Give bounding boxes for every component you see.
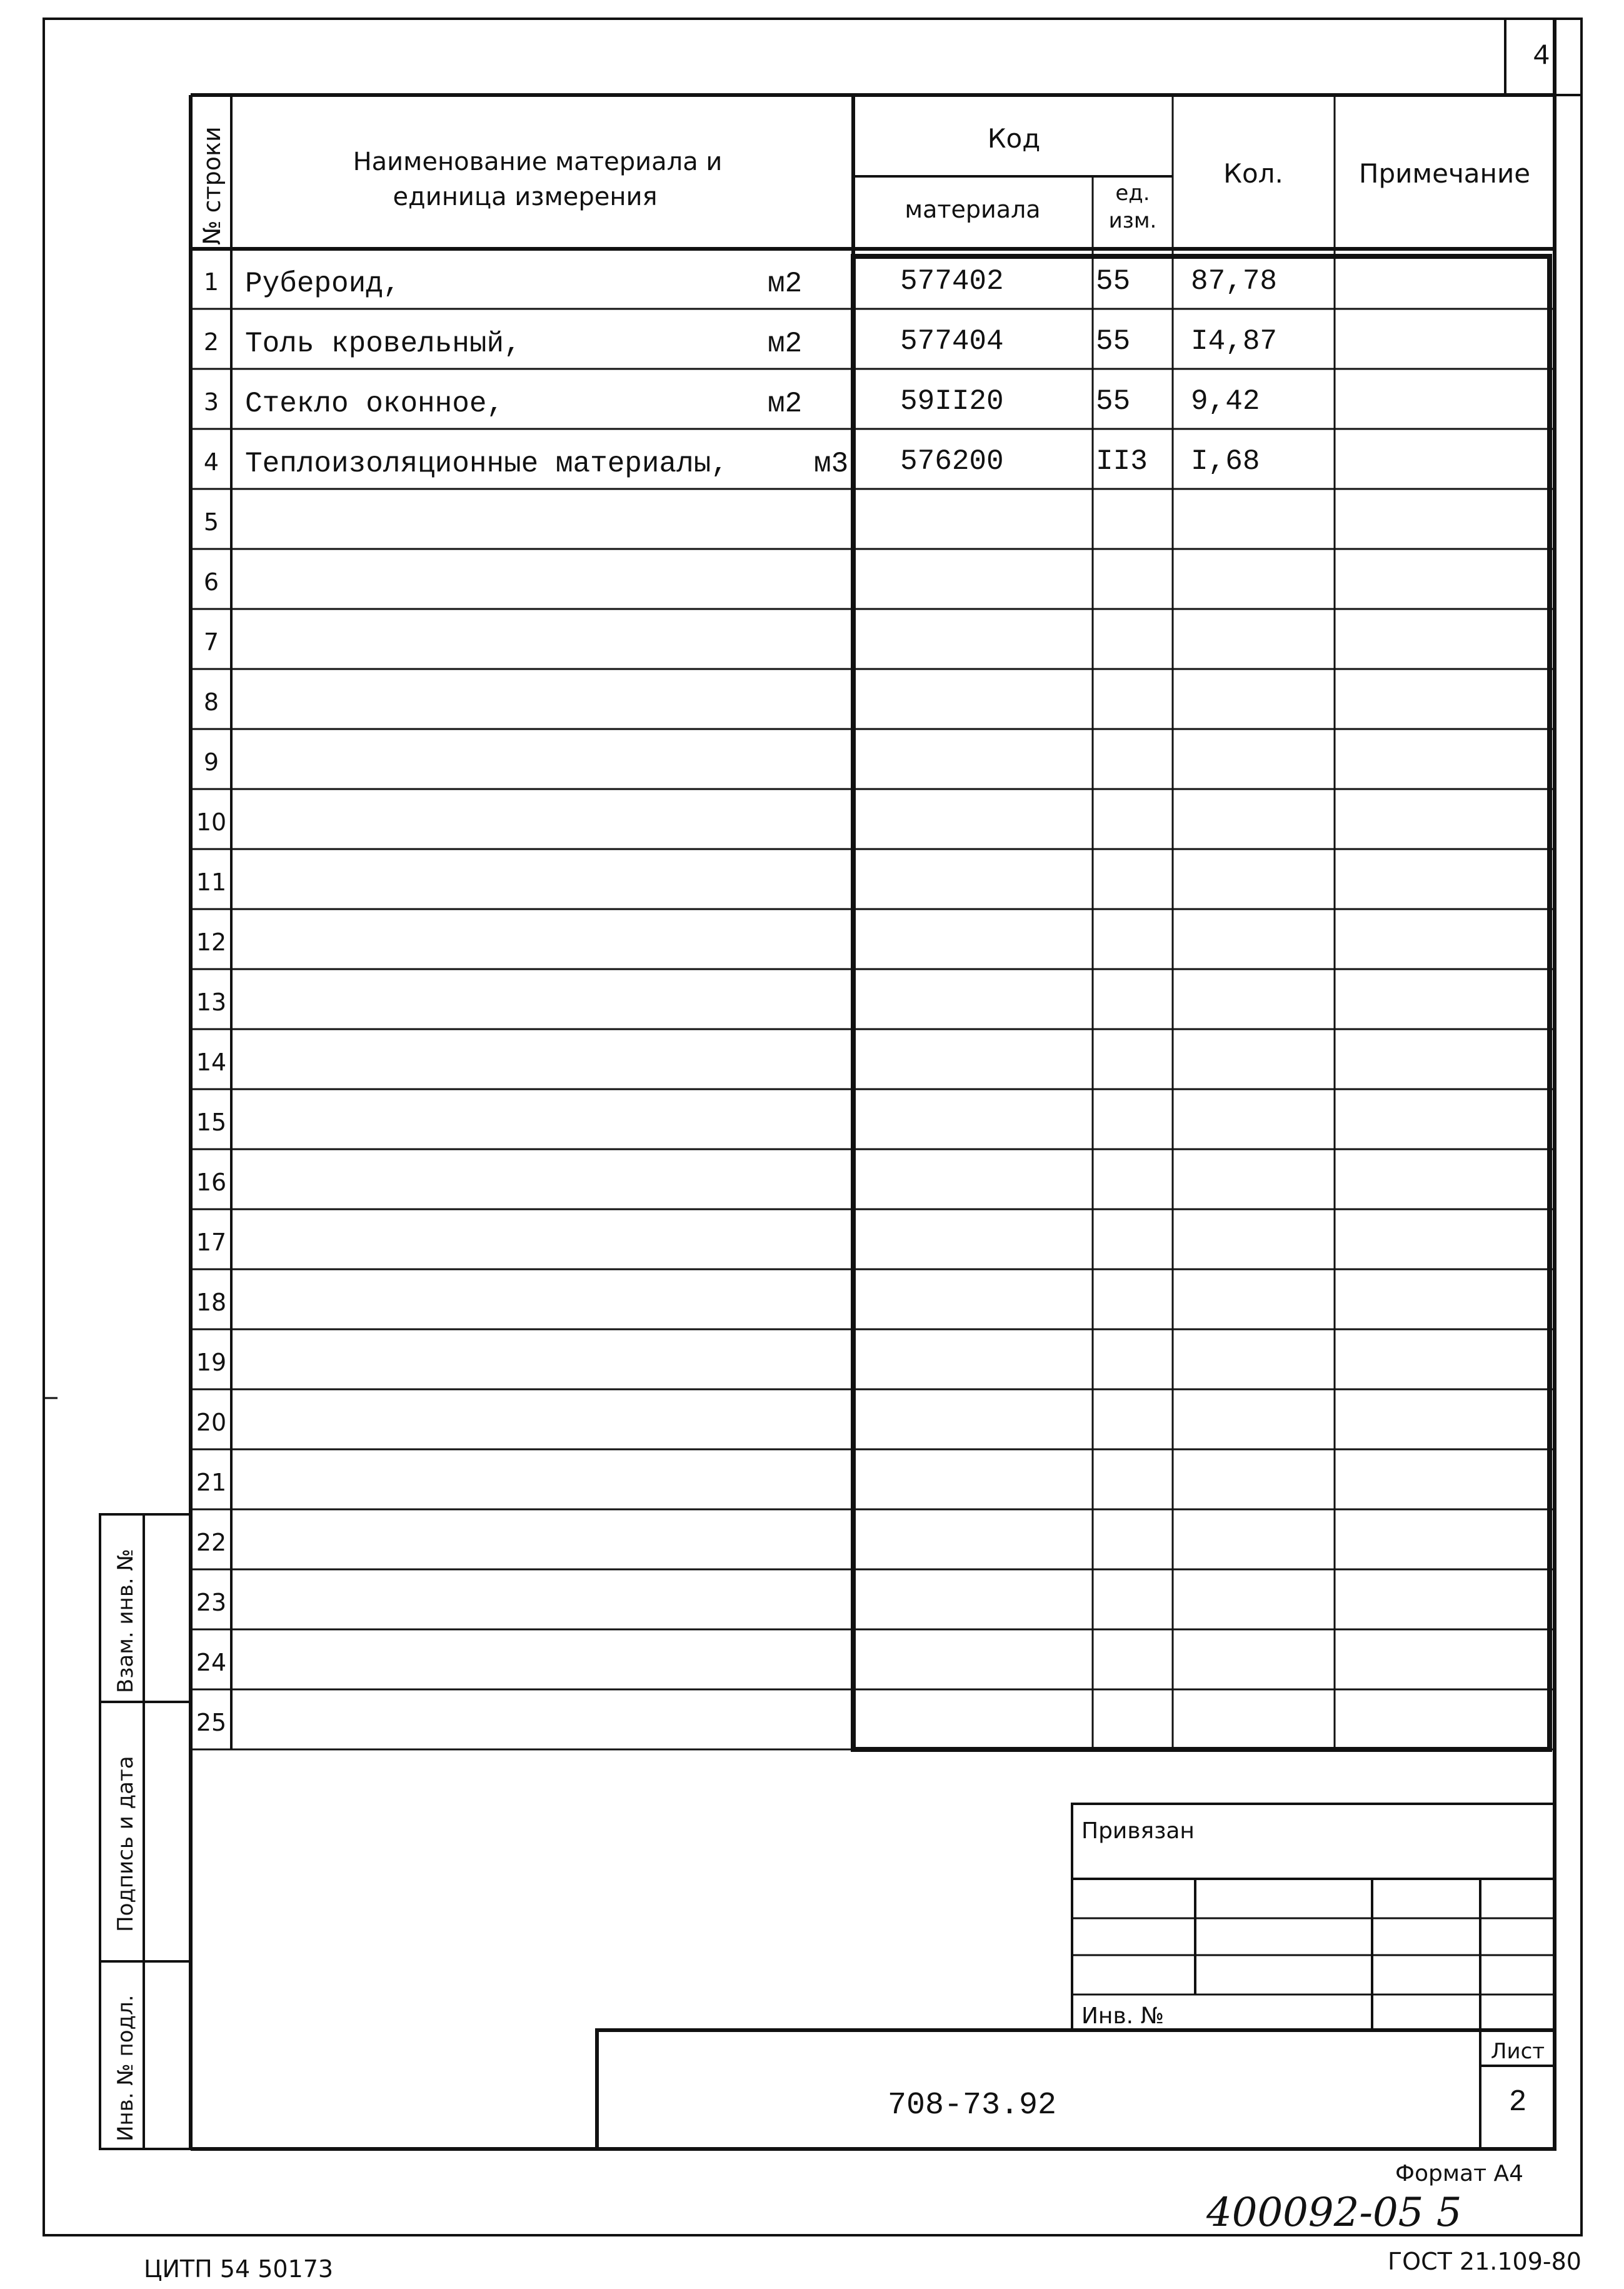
row-number: 21 [196, 1469, 227, 1496]
stamp-list-value: 2 [1508, 2086, 1527, 2120]
header-row-no: № строки [198, 126, 226, 245]
quantity: 87,78 [1191, 265, 1278, 298]
designation-block [597, 2030, 1555, 2149]
row-lines [191, 309, 1555, 1749]
row-number: 8 [203, 688, 219, 716]
stamp-privyazan: Привязан [1081, 1818, 1195, 1844]
row-number: 23 [196, 1589, 227, 1616]
material-unit: м2 [768, 268, 803, 300]
row-number: 20 [196, 1409, 227, 1436]
material-code: 577402 [900, 265, 1004, 298]
row-number: 25 [196, 1709, 227, 1736]
material-unit: м3 [814, 448, 849, 480]
material-code: 576200 [900, 445, 1004, 478]
row-number: 10 [196, 808, 227, 836]
quantity: I4,87 [1191, 325, 1278, 358]
footer-right: ГОСТ 21.109-80 [1388, 2248, 1581, 2275]
material-name: Рубероид, [245, 268, 401, 300]
row-number: 18 [196, 1289, 227, 1316]
row-number: 7 [203, 628, 219, 656]
footer-left: ЦИТП 54 50173 [144, 2255, 334, 2283]
side-vzam: Взам. инв. № [113, 1549, 138, 1693]
header-code: Код [987, 123, 1041, 154]
row-number: 6 [203, 568, 219, 596]
row-number: 16 [196, 1169, 227, 1196]
data-rows [245, 265, 1277, 480]
sheet-number-top: 4 [1533, 40, 1550, 73]
material-unit: м2 [768, 328, 803, 360]
unit-code: 55 [1096, 265, 1131, 298]
material-code: 577404 [900, 325, 1004, 358]
material-unit: м2 [768, 388, 803, 420]
header-qty: Кол. [1223, 158, 1283, 189]
row-number: 9 [203, 748, 219, 776]
row-number: 5 [203, 508, 219, 536]
side-podpis: Подпись и дата [113, 1756, 138, 1932]
format-label: Формат А4 [1395, 2161, 1524, 2186]
row-number: 13 [196, 989, 227, 1016]
material-code: 59II20 [900, 385, 1004, 418]
side-inv-podl: Инв. № подл. [113, 1995, 138, 2141]
row-number: 3 [203, 388, 219, 416]
row-number: 15 [196, 1109, 227, 1136]
row-number: 2 [203, 328, 219, 356]
material-name: Теплоизоляционные материалы, [245, 448, 728, 480]
unit-code: II3 [1096, 445, 1148, 478]
header-note: Примечание [1358, 158, 1531, 189]
row-number: 4 [203, 448, 219, 476]
row-number: 11 [196, 868, 227, 896]
table-row [245, 265, 1277, 300]
material-name: Стекло оконное, [245, 388, 504, 420]
quantity: 9,42 [1191, 385, 1260, 418]
header-unit-line2: изм. [1108, 208, 1157, 233]
row-number: 24 [196, 1649, 227, 1676]
row-number: 17 [196, 1229, 227, 1256]
row-number: 14 [196, 1049, 227, 1076]
row-number: 1 [203, 268, 219, 296]
row-number: 22 [196, 1529, 227, 1556]
stamp-list-label: Лист [1490, 2039, 1545, 2064]
code-box-frame [853, 256, 1550, 1749]
header-name-line2: единица измерения [393, 183, 658, 211]
table-row [245, 445, 1260, 480]
header-name-line1: Наименование материала и [353, 148, 723, 176]
table-row [245, 325, 1277, 360]
handwritten-note: 400092-05 5 [1206, 2190, 1462, 2236]
row-number: 19 [196, 1349, 227, 1376]
stamp-inv-no: Инв. № [1081, 2003, 1165, 2029]
unit-code: 55 [1096, 325, 1131, 358]
row-number: 12 [196, 928, 227, 956]
unit-code: 55 [1096, 385, 1131, 418]
quantity: I,68 [1191, 445, 1260, 478]
table-row [245, 385, 1260, 420]
header-material: материала [905, 196, 1041, 223]
header-unit-line1: ед. [1115, 181, 1150, 206]
stamp-designation: 708-73.92 [887, 2088, 1057, 2123]
material-name: Толь кровельный, [245, 328, 521, 360]
